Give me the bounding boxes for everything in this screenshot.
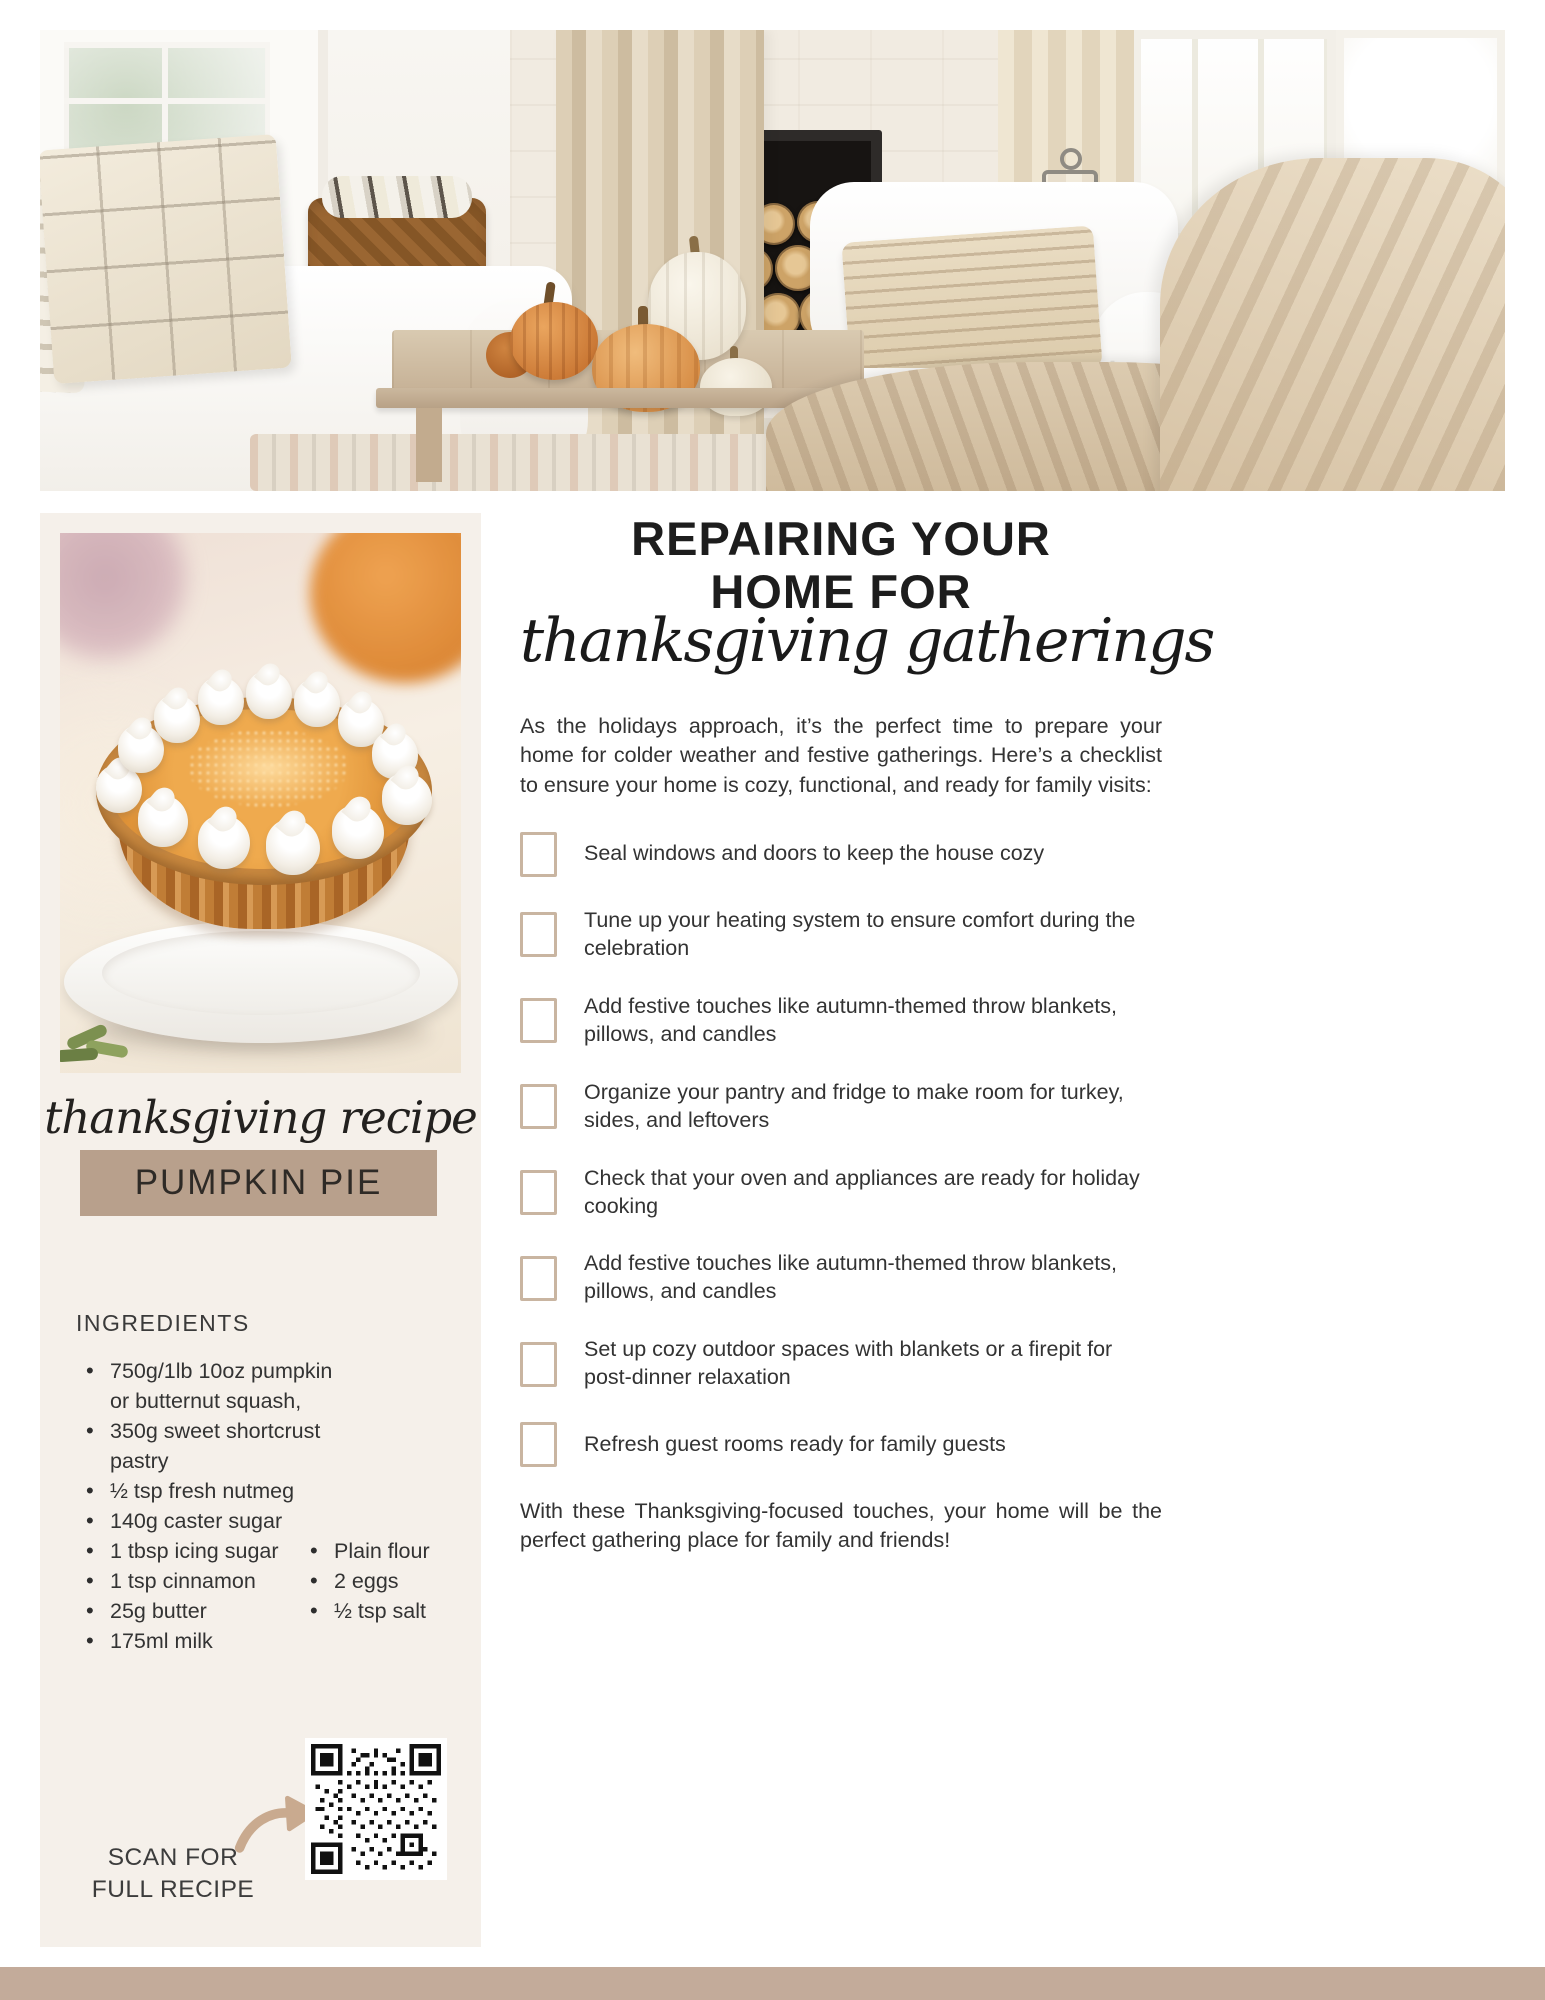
- checklist-label: Tune up your heating system to ensure comfort during the celebration: [584, 907, 1136, 960]
- cream-dollop: [246, 671, 292, 719]
- main-content: [520, 505, 1214, 1556]
- ingredients-heading: INGREDIENTS: [76, 1310, 250, 1336]
- pie-sugar-dusting: [188, 729, 348, 807]
- ingredient-item: • 350g sweet shortcrust pastry: [76, 1416, 338, 1476]
- ingredient-item: • 750g/1lb 10oz pumpkin or butternut squash,: [76, 1356, 338, 1416]
- intro-paragraph: As the holidays approach, it’s the perfect time to prepare your home for colder weather and festive gatherings. Here’s a checklist to ensure your home is cozy, functional, and ready for family visits:: [520, 714, 1162, 797]
- checklist-item: [520, 832, 1162, 877]
- ingredients-list: [76, 1356, 338, 1656]
- closing-paragraph: With these Thanksgiving-focused touches, your home will be the perfect gathering place for family and friends!: [520, 1499, 1162, 1553]
- ingredient-item: • 140g caster sugar: [76, 1506, 338, 1536]
- checklist-item: [520, 907, 1162, 963]
- recipe-script-label: thanksgiving recipe: [44, 1091, 477, 1144]
- hero-knit-blanket-right: [1160, 158, 1505, 491]
- hero-knit-pillow: [841, 225, 1102, 384]
- ingredients-section: [76, 1356, 461, 1656]
- scan-caption-line2: FULL RECIPE: [91, 1875, 255, 1903]
- recipe-title-banner: [80, 1150, 437, 1216]
- cream-dollop: [154, 695, 200, 743]
- cream-dollop: [266, 819, 320, 875]
- scan-section: [40, 1728, 481, 1928]
- pumpkin-pie-photo: [60, 533, 461, 1073]
- checkbox[interactable]: [520, 832, 557, 877]
- checklist-item: [520, 1165, 1162, 1221]
- pie-photo-flower-blur: [60, 533, 190, 663]
- hero-photo: [40, 30, 1505, 491]
- title-line-2: HOME FOR: [710, 564, 972, 618]
- checkbox[interactable]: [520, 1084, 557, 1129]
- hero-basket-blanket: [322, 176, 472, 218]
- checklist-label: Check that your oven and appliances are ready for holiday cooking: [584, 1165, 1140, 1218]
- checklist-label: Seal windows and doors to keep the house cozy: [584, 841, 1045, 866]
- herb-garnish: [60, 1048, 98, 1063]
- recipe-title: PUMPKIN PIE: [134, 1163, 383, 1202]
- ingredient-item: • Plain flour: [300, 1536, 460, 1566]
- cream-dollop: [294, 679, 340, 727]
- checkbox[interactable]: [520, 998, 557, 1043]
- cream-dollop: [382, 773, 432, 825]
- checklist-item: [520, 993, 1162, 1049]
- ingredient-item: • ½ tsp fresh nutmeg: [76, 1476, 338, 1506]
- ingredient-item: • 1 tbsp icing sugar: [76, 1536, 338, 1566]
- checkbox[interactable]: [520, 1170, 557, 1215]
- ingredient-item: • 1 tsp cinnamon: [76, 1566, 338, 1596]
- hero-plaid-pillow: [40, 134, 292, 384]
- hero-lantern-ring: [1060, 148, 1082, 170]
- hero-table-leg: [416, 408, 442, 482]
- checklist-item: [520, 1079, 1162, 1135]
- footer-bar: [0, 1967, 1545, 2000]
- page-title: [520, 513, 1162, 618]
- ingredients-list-col2: [300, 1536, 460, 1626]
- checklist-label: Add festive touches like autumn-themed throw blankets, pillows, and candles: [584, 993, 1118, 1046]
- checklist: [520, 832, 1162, 1467]
- qr-code-icon[interactable]: [305, 1738, 447, 1880]
- cream-dollop: [332, 805, 384, 859]
- checklist-item: [520, 1422, 1162, 1467]
- scan-caption-line1: SCAN FOR: [107, 1844, 239, 1871]
- cream-dollop: [138, 795, 188, 847]
- hero-pumpkin-orange: [510, 302, 598, 380]
- script-subtitle: thanksgiving gatherings: [520, 606, 1214, 677]
- cream-dollop: [198, 815, 250, 869]
- checkbox[interactable]: [520, 1342, 557, 1387]
- ingredient-item: • 2 eggs: [300, 1566, 460, 1596]
- title-line-1: REPAIRING YOUR: [631, 512, 1051, 565]
- checklist-item: [520, 1336, 1162, 1392]
- ingredient-item: • 25g butter: [76, 1596, 338, 1626]
- pie-photo-pumpkin-blur: [310, 533, 461, 683]
- recipe-card: [40, 513, 481, 1947]
- ingredient-item: • 175ml milk: [76, 1626, 338, 1656]
- checklist-label: Organize your pantry and fridge to make room for turkey, sides, and leftovers: [584, 1079, 1124, 1132]
- cream-dollop: [198, 677, 244, 725]
- checkbox[interactable]: [520, 1256, 557, 1301]
- pie-plate-rim: [102, 931, 420, 1015]
- checkbox[interactable]: [520, 1422, 557, 1467]
- checklist-label: Refresh guest rooms ready for family guests: [584, 1431, 1006, 1456]
- checklist-label: Set up cozy outdoor spaces with blankets or a firepit for post-dinner relaxation: [584, 1337, 1113, 1390]
- checklist-label: Add festive touches like autumn-themed throw blankets, pillows, and candles: [584, 1251, 1118, 1304]
- checkbox[interactable]: [520, 912, 557, 957]
- checklist-item: [520, 1250, 1162, 1306]
- ingredient-item: • ½ tsp salt: [300, 1596, 460, 1626]
